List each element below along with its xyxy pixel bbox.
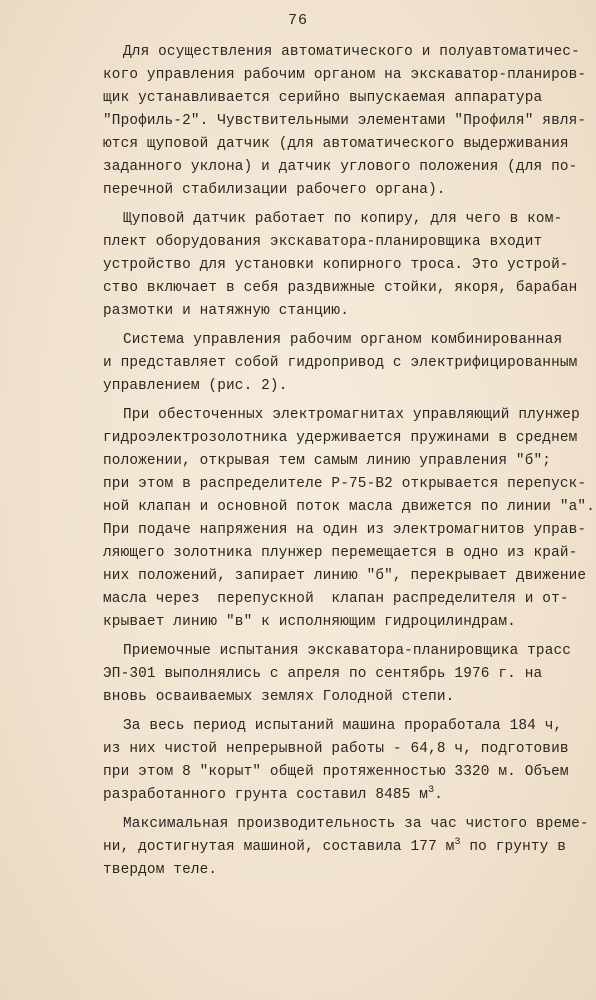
text-line: при этом в распределителе Р-75-В2 открывается перепуск- [103, 476, 587, 492]
text-fragment: . [434, 787, 444, 803]
paragraph-2 [103, 208, 578, 323]
text-line: них положений, запирает линию "б", перекрывает движение [103, 568, 587, 584]
text-line [103, 836, 573, 859]
document-body [103, 41, 596, 888]
text-line: ство включает в себя раздвижные стойки, якоря, барабан [103, 280, 578, 296]
text-line: ляющего золотника плунжер перемещается в одно из край- [103, 545, 578, 561]
paragraph-6 [103, 715, 573, 807]
text-line: масла через перепускной клапан распределителя и от- [103, 591, 569, 607]
text-line: из них чистой непрерывной работы - 64,8 ч, подготовив [103, 741, 569, 757]
text-line: Щуповой датчик работает по копиру, для чего в ком- [123, 211, 563, 227]
text-line: положении, открывая тем самым линию управления "б"; [103, 453, 552, 469]
paragraph-5 [103, 640, 573, 709]
page-number: 76 [287, 12, 308, 29]
text-fragment: разработанного грунта составил 8485 м [103, 787, 429, 803]
paragraph-4 [103, 404, 596, 634]
paragraph-7 [103, 813, 589, 882]
paragraph-1 [103, 41, 587, 202]
text-line [103, 784, 573, 807]
text-line: При подаче напряжения на один из электромагнитов управ- [103, 522, 587, 538]
text-line: заданного уклона) и датчик углового положения (для по- [103, 159, 578, 175]
text-line: управлением (рис. 2). [103, 378, 288, 394]
text-line: щик устанавливается серийно выпускаемая аппаратура [103, 90, 543, 106]
text-line: ной клапан и основной поток масла движется по линии "а". [103, 499, 596, 515]
text-line: устройство для установки копирного троса. Это устрой- [103, 257, 569, 273]
text-line: кого управления рабочим органом на экскаватор-планиров- [103, 67, 587, 83]
superscript-exponent: 3 [454, 837, 461, 848]
text-line: гидроэлектрозолотника удерживается пружинами в среднем [103, 430, 578, 446]
text-line: "Профиль-2". Чувствительными элементами "Профиля" явля- [103, 113, 587, 129]
text-line: Приемочные испытания экскаватора-планировщика трасс [123, 643, 572, 659]
text-line: При обесточенных электромагнитах управляющий плунжер [123, 407, 580, 423]
text-line: размотки и натяжную станцию. [103, 303, 350, 319]
text-line: ются щуповой датчик (для автоматического выдерживания [103, 136, 569, 152]
text-line: крывает линию "в" к исполняющим гидроцилиндрам. [103, 614, 516, 630]
text-line: плект оборудования экскаватора-планировщика входит [103, 234, 543, 250]
text-line: и представляет собой гидропривод с электрифицированным [103, 355, 578, 371]
text-line: вновь осваиваемых землях Голодной степи. [103, 689, 455, 705]
text-line: Система управления рабочим органом комбинированная [123, 332, 563, 348]
text-line: твердом теле. [103, 862, 218, 878]
text-line: при этом 8 "корыт" общей протяженностью 3320 м. Объем [103, 764, 569, 780]
text-line: перечной стабилизации рабочего органа). [103, 182, 446, 198]
text-line: ЭП-301 выполнялись с апреля по сентябрь 1976 г. на [103, 666, 543, 682]
text-line: Для осуществления автоматического и полуавтоматичес- [123, 44, 580, 60]
text-line: Максимальная производительность за час чистого време- [123, 816, 589, 832]
superscript-exponent: 3 [428, 785, 435, 796]
paragraph-3 [103, 329, 578, 398]
text-fragment: ни, достигнутая машиной, составила 177 м [103, 839, 455, 855]
text-fragment: по грунту в [460, 839, 567, 855]
text-line: За весь период испытаний машина проработала 184 ч, [123, 718, 563, 734]
